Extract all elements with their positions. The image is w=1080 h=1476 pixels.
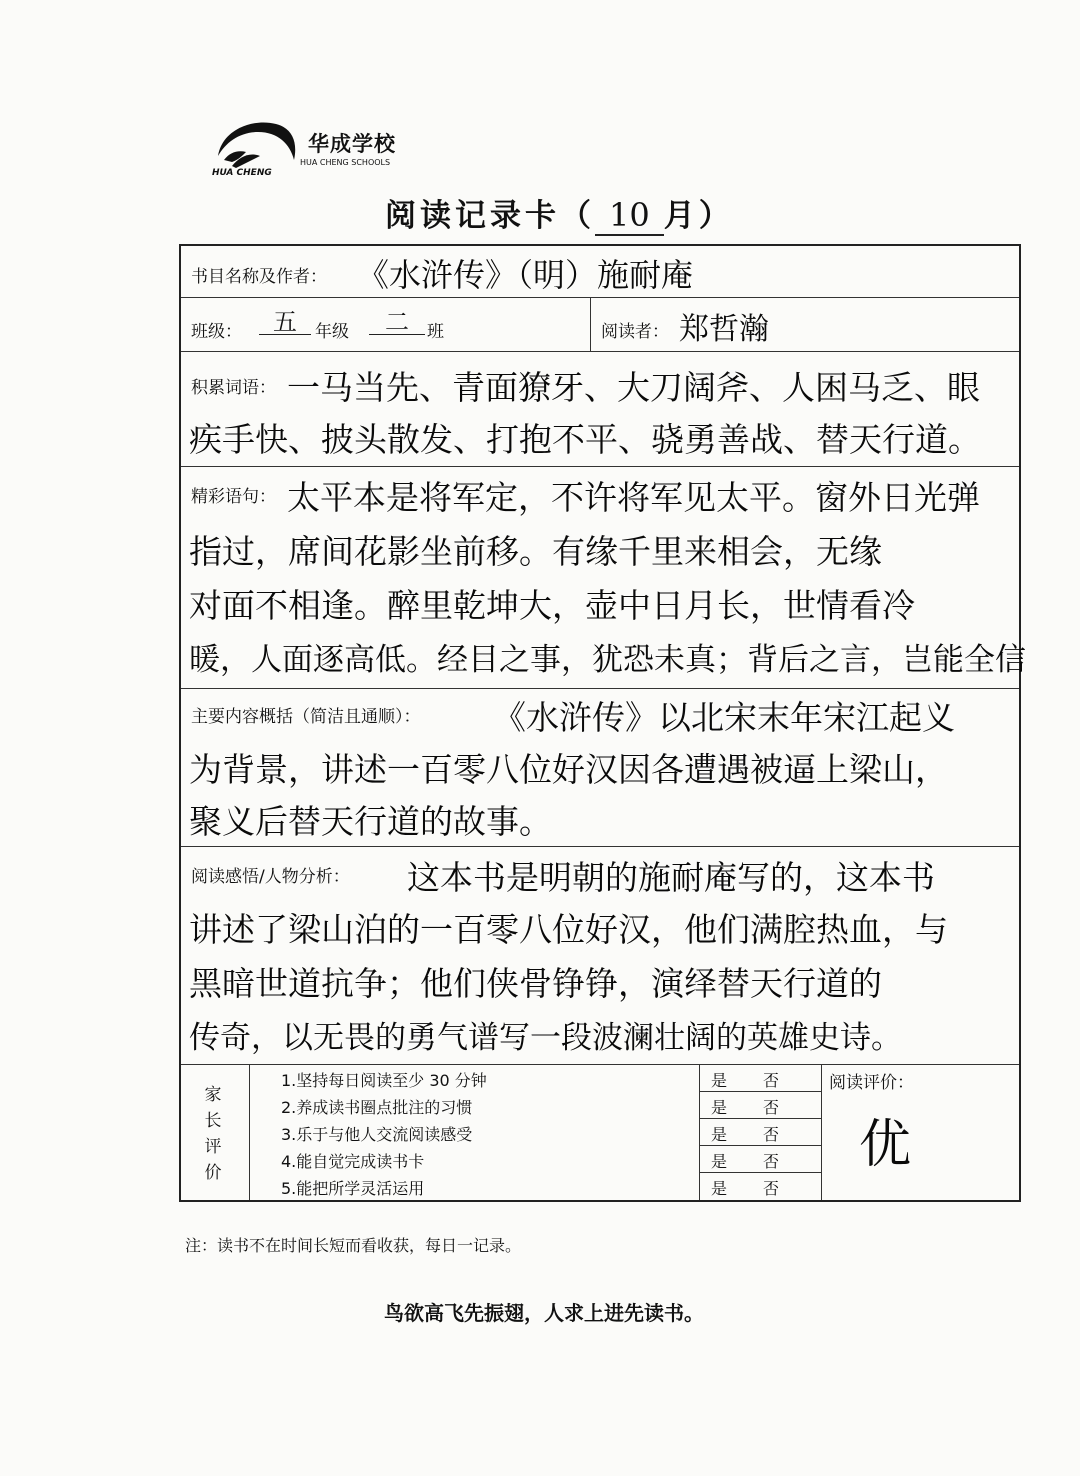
- row-divider: [699, 1172, 821, 1173]
- eval-item-text: 2.养成读书圈点批注的习惯: [281, 1098, 473, 1117]
- sentences-line: 暖，人面逐高低。经目之事，犹恐未真；背后之言，岂能全信: [189, 642, 1026, 678]
- eval-item-text: 1.坚持每日阅读至少 30 分钟: [281, 1071, 487, 1090]
- grade-value: 五: [259, 310, 311, 335]
- summary-line: 《水浒传》以北宋末年宋江起义: [493, 698, 955, 737]
- eval-item-text: 3.乐于与他人交流阅读感受: [281, 1125, 473, 1144]
- eval-yes: 是: [711, 1179, 728, 1198]
- school-name-en: HUA CHENG SCHOOLS: [300, 158, 391, 167]
- row-divider: [181, 846, 1019, 847]
- school-logo: [212, 116, 412, 182]
- class-value: 二: [369, 310, 425, 335]
- card-title: [385, 190, 734, 236]
- motto: 鸟欲高飞先振翅，人求上进先读书。: [384, 1301, 704, 1325]
- eval-no: 否: [763, 1125, 780, 1144]
- row-divider: [181, 297, 1019, 298]
- school-name-cn: 华成学校: [308, 132, 396, 156]
- rating-label: 阅读评价：: [829, 1073, 914, 1093]
- row-divider: [181, 351, 1019, 352]
- summary-line: 聚义后替天行道的故事。: [189, 802, 552, 841]
- parent-eval-table: [181, 1064, 1019, 1200]
- col-divider: [699, 1064, 700, 1200]
- eval-no: 否: [763, 1179, 780, 1198]
- grade-unit: 年级: [315, 322, 349, 342]
- col-divider: [590, 297, 591, 351]
- month-value: 10: [595, 196, 664, 236]
- sentences-label: 精彩语句：: [191, 487, 276, 507]
- class-label: 班级：: [191, 322, 242, 342]
- eval-item-text: 4.能自觉完成读书卡: [281, 1152, 425, 1171]
- summary-label: 主要内容概括（简洁且通顺）：: [191, 707, 421, 727]
- eval-yes: 是: [711, 1071, 728, 1090]
- summary-line: 为背景，讲述一百零八位好汉因各遭遇被逼上梁山，: [189, 750, 948, 789]
- eval-yes: 是: [711, 1125, 728, 1144]
- eval-no: 否: [763, 1071, 780, 1090]
- parent-eval-label: 家长评价: [204, 1085, 222, 1183]
- month-suffix: 月）: [663, 198, 734, 234]
- logo-text: HUA CHENG: [212, 168, 272, 178]
- row-divider: [699, 1091, 821, 1092]
- rating-value: 优: [859, 1115, 912, 1175]
- reflection-line: 讲述了梁山泊的一百零八位好汉，他们满腔热血，与: [189, 910, 948, 949]
- reflection-line: 传奇，以无畏的勇气谱写一段波澜壮阔的英雄史诗。: [189, 1020, 902, 1056]
- footer-note: 注：读书不在时间长短而看收获，每日一记录。: [185, 1236, 522, 1255]
- title-paren: （: [560, 198, 595, 234]
- reader-label: 阅读者：: [601, 322, 669, 342]
- row-divider: [699, 1145, 821, 1146]
- row-divider: [181, 466, 1019, 467]
- eval-yes: 是: [711, 1152, 728, 1171]
- book-label: 书目名称及作者：: [191, 267, 327, 287]
- row-divider: [181, 688, 1019, 689]
- card-title-text: 阅读记录卡: [385, 198, 560, 234]
- sentences-line: 指过，席间花影坐前移。有缘千里来相会，无缘: [189, 532, 882, 571]
- col-divider: [821, 1064, 822, 1200]
- reflection-label: 阅读感悟/人物分析：: [191, 867, 350, 887]
- words-line: 疾手快、披头散发、打抱不平、骁勇善战、替天行道。: [189, 420, 981, 459]
- reflection-line: 这本书是明朝的施耐庵写的，这本书: [407, 858, 935, 897]
- sentences-line: 对面不相逢。醉里乾坤大，壶中日月长，世情看冷: [189, 586, 915, 625]
- eval-no: 否: [763, 1152, 780, 1171]
- col-divider: [249, 1064, 250, 1200]
- eval-item-text: 5.能把所学灵活运用: [281, 1179, 425, 1198]
- class-unit: 班: [427, 322, 444, 342]
- reader-value: 郑哲瀚: [679, 312, 769, 347]
- sentences-line: 太平本是将军定，不许将军见太平。窗外日光弹: [287, 478, 980, 517]
- book-value: 《水浒传》（明）施耐庵: [357, 256, 694, 294]
- eval-yes: 是: [711, 1098, 728, 1117]
- eval-no: 否: [763, 1098, 780, 1117]
- reading-record-form: [179, 244, 1026, 1202]
- words-label: 积累词语：: [191, 378, 276, 398]
- row-divider: [699, 1118, 821, 1119]
- words-line: 一马当先、青面獠牙、大刀阔斧、人困马乏、眼: [287, 368, 980, 407]
- reflection-line: 黑暗世道抗争；他们侠骨铮铮，演绎替天行道的: [189, 964, 882, 1003]
